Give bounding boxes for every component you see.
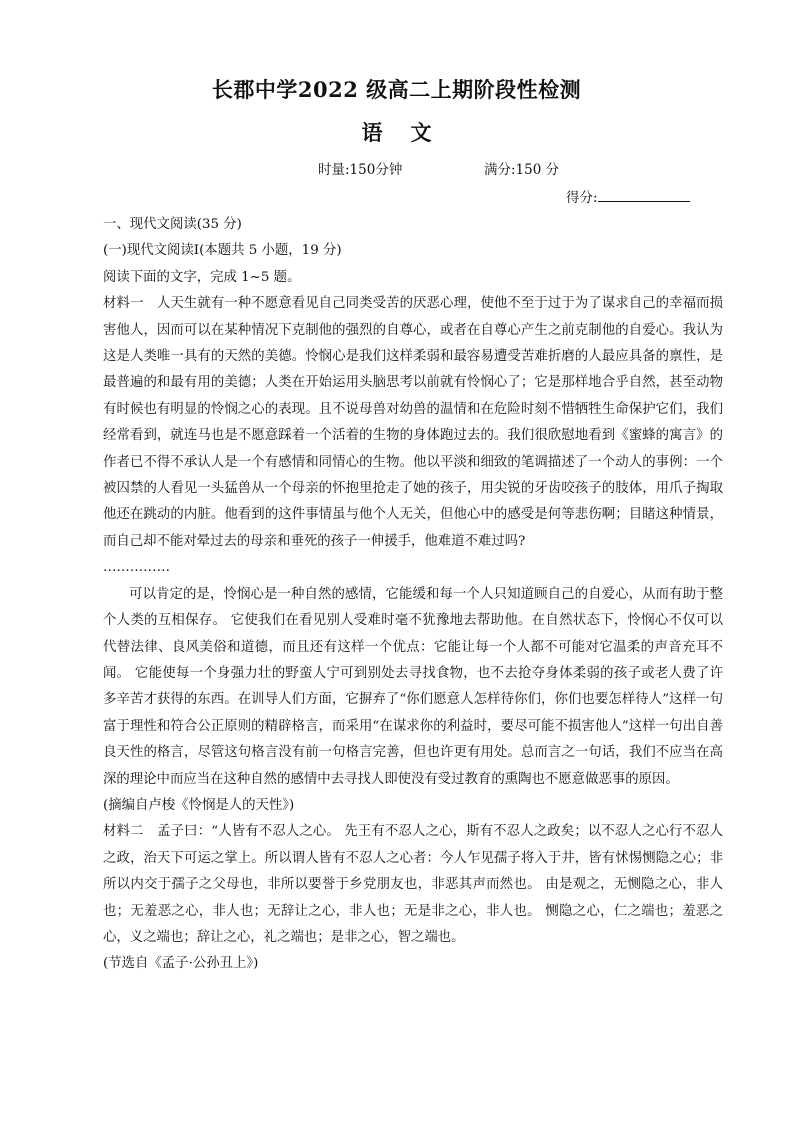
exam-title: 长郡中学2022 级高二上期阶段性检测 bbox=[211, 77, 582, 102]
material2-paragraph: 材料二 孟子曰：“人皆有不忍人之心。 先王有不忍人之心，斯有不忍人之政矣；以不忍人之心行不忍人之政，治天下可运之掌上。所以谓人皆有不忍人之心者：今人乍见孺子将入于井，皆有怵惕恻隐之心；非所以内交于孺子之父母也，非所以要誉于乡党朋友也，非恶其声而然也。 由是观之，无恻隐之心，非人也；无羞恶之心，非人也；无辞让之心，非人也；无是非之心，非人也。 恻隐之心，仁之端也；羞恶之心，义之端也；辞让之心，礼之端也；是非之心，智之端也。 bbox=[103, 824, 723, 945]
score-label: 得分: bbox=[566, 190, 598, 206]
material1-source: (摘编自卢梭《怜悯是人的天性》) bbox=[103, 797, 295, 813]
instruction-text: 阅读下面的文字，完成 1~5 题。 bbox=[103, 269, 301, 285]
full-score: 满分:150 分 bbox=[484, 162, 560, 178]
section-heading: 一、现代文阅读(35 分) bbox=[103, 217, 242, 232]
material1-paragraph1: 材料一 人天生就有一种不愿意看见自己同类受苦的厌恶心理，使他不至于过于为了谋求自己的幸福而损害他人，因而可以在某种情况下克制他的强烈的自尊心，或者在自尊心产生之前克制他的自爱心。我认为这是人类唯一具有的天然的美德。怜悯心是我们这样柔弱和最容易遭受苦难折磨的人最应具备的禀性，是最普遍的和最有用的美德；人类在开始运用头脑思考以前就有怜悯心了；它是那样地合乎自然，甚至动物有时候也有明显的怜悯之心的表现。且不说母兽对幼兽的温情和在危险时刻不惜牺牲生命保护它们，我们经常看到，就连马也是不愿意踩着一个活着的生物的身体跑过去的。我们很欣慰地看到《蜜蜂的寓言》的作者已不得不承认人是一个有感情和同情心的生物。他以平淡和细致的笔调描述了一个动人的事例：一个被囚禁的人看见一头猛兽从一个母亲的怀抱里抢走了她的孩子，用尖锐的牙齿咬孩子的肢体，用爪子掏取他还在跳动的内脏。他看到的这件事情虽与他个人无关，但他心中的感受是何等悲伤啊；目睹这种情景，而自己却不能对晕过去的母亲和垂死的孩子一伸援手，他难道不难过吗? bbox=[103, 296, 723, 549]
material1-paragraph2: 可以肯定的是，怜悯心是一种自然的感情，它能缓和每一个人只知道顾自己的自爱心，从而有助于整个人类的互相保存。 它使我们在看见别人受难时毫不犹豫地去帮助他。在自然状态下，怜悯心不仅可以代替法律、良风美俗和道德，而且还有这样一个优点：它能让每一个人都不可能对它温柔的声音充耳不闻。 它能使每一个身强力壮的野蛮人宁可到别处去寻找食物，也不去抢夺身体柔弱的孩子或老人费了许多辛苦才获得的东西。在训导人们方面，它摒弃了“你们愿意人怎样待你们，你们也要怎样待人”这样一句富于理性和符合公正原则的精辟格言，而采用“在谋求你的利益时，要尽可能不损害他人”这样一句出自善良天性的格言，尽管这句格言没有前一句格言完善，但也许更有用处。总而言之一句话，我们不应当在高深的理论中而应当在这种自然的感情中去寻找人即使没有受过教育的熏陶也不愿意做恶事的原因。 bbox=[103, 586, 723, 787]
subject-title: 语文 bbox=[361, 120, 460, 145]
score-field bbox=[566, 186, 690, 206]
score-blank-line bbox=[598, 189, 690, 202]
reading-body bbox=[103, 212, 723, 978]
material2-source: (节选自《孟子·公孙丑上》) bbox=[103, 956, 259, 972]
ellipsis-line: …………… bbox=[103, 560, 170, 576]
sub-section-heading: (一)现代文阅读Ⅰ(本题共 5 小题，19 分) bbox=[103, 243, 342, 259]
exam-time: 时量:150分钟 bbox=[318, 162, 403, 178]
